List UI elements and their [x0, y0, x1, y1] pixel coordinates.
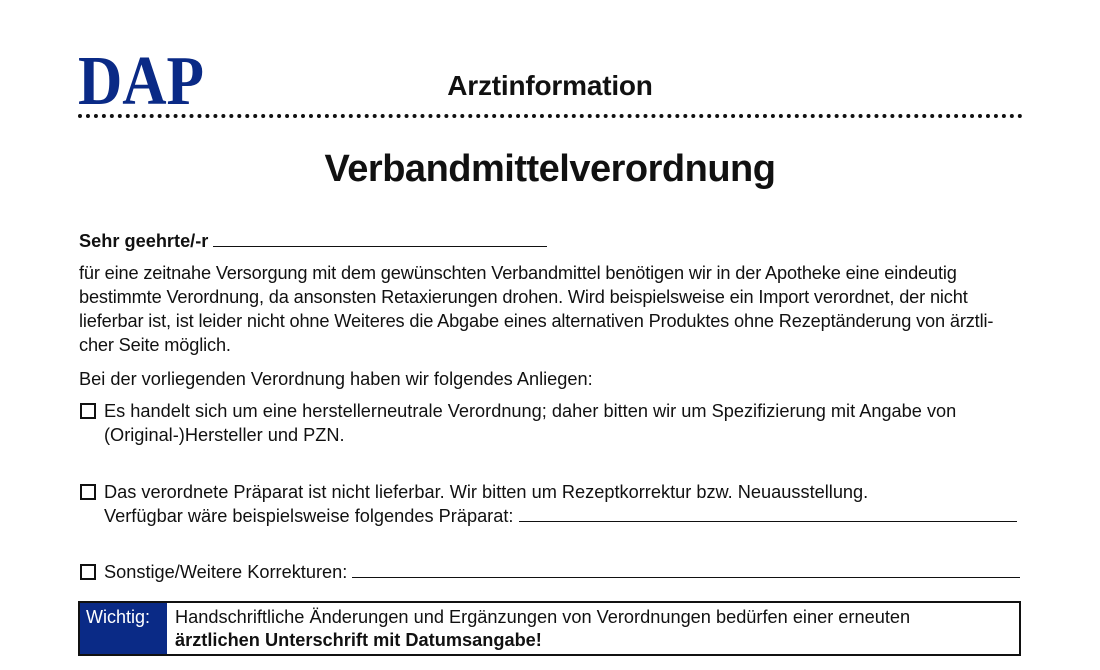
- intro-line: bestimmte Verordnung, da ansonsten Retaxierungen drohen. Wird beispielsweise ein Import verordnet, der nicht: [79, 287, 968, 307]
- intro-line: cher Seite möglich.: [79, 335, 231, 355]
- form-title: Verbandmittelverordnung: [324, 148, 776, 190]
- dotted-divider: [78, 114, 1023, 122]
- intro-line: für eine zeitnahe Versorgung mit dem gewünschten Verbandmittel benötigen wir in der Apotheke eine eindeutig: [79, 263, 957, 283]
- notice-emphasis: ärztlichen Unterschrift mit Datumsangabe!: [175, 630, 542, 650]
- option-line: (Original-)Hersteller und PZN.: [104, 425, 345, 445]
- option-text: [104, 399, 1029, 447]
- notice-label: Wichtig:: [80, 603, 167, 654]
- important-notice-box: [78, 601, 1021, 656]
- checkbox-other-corrections[interactable]: [80, 564, 96, 580]
- salutation-label: Sehr geehrte/-r: [79, 231, 209, 251]
- option-line: Sonstige/Weitere Korrekturen:: [104, 562, 348, 582]
- logo-text: DAP: [78, 50, 204, 106]
- option-line: Verfügbar wäre beispielsweise folgendes Präparat:: [104, 506, 514, 526]
- salutation-name-field[interactable]: [213, 229, 547, 247]
- option-text: [104, 480, 1029, 528]
- option-manufacturer-neutral: [79, 399, 1029, 447]
- option-text: [104, 560, 1029, 584]
- request-intro: Bei der vorliegenden Verordnung haben wir folgendes Anliegen:: [79, 369, 593, 389]
- checkbox-not-deliverable[interactable]: [80, 484, 96, 500]
- header-title: Arztinformation: [447, 70, 653, 101]
- notice-text: Handschriftliche Änderungen und Ergänzungen von Verordnungen bedürfen einer erneuten: [175, 607, 911, 627]
- intro-paragraph: [79, 261, 1024, 357]
- option-line: Das verordnete Präparat ist nicht lieferbar. Wir bitten um Rezeptkorrektur bzw. Neuausstellung.: [104, 482, 869, 502]
- option-line-with-field: [104, 504, 1029, 528]
- option-other-corrections: [79, 560, 1029, 584]
- intro-line: lieferbar ist, ist leider nicht ohne Weiteres die Abgabe eines alternativen Produktes ohne Rezeptänderung von ärztli-: [79, 311, 994, 331]
- other-corrections-field[interactable]: [352, 560, 1020, 578]
- salutation-line: [79, 229, 1029, 253]
- checkbox-manufacturer-neutral[interactable]: [80, 403, 96, 419]
- alternative-preparation-field[interactable]: [519, 504, 1017, 522]
- option-not-deliverable: [79, 480, 1029, 528]
- option-line: Es handelt sich um eine herstellerneutrale Verordnung; daher bitten wir um Spezifizierung mit Angabe von: [104, 401, 957, 421]
- notice-text-bold: [175, 629, 910, 652]
- notice-text-block: [167, 603, 910, 654]
